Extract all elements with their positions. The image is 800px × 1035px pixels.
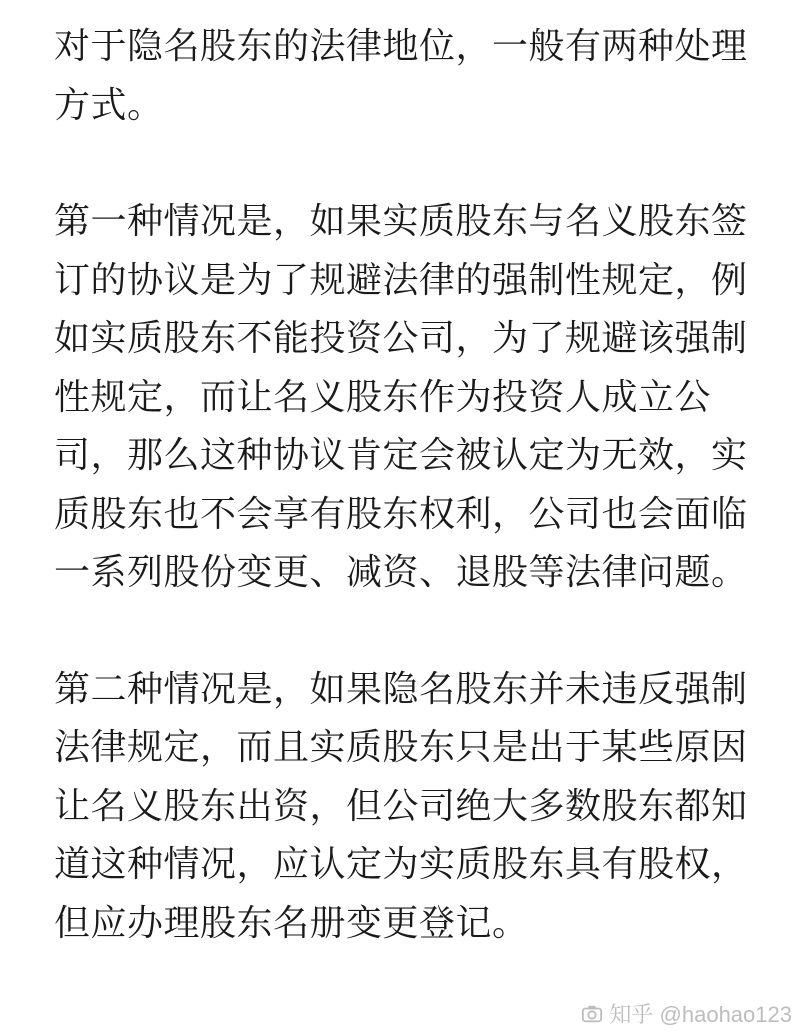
watermark-text: 知乎 @haohao123 xyxy=(609,1002,792,1027)
text-line: 一系列股份变更、减资、退股等法律问题。 xyxy=(54,552,748,593)
text-line: 对于隐名股东的法律地位，一般有两种处理 xyxy=(54,26,748,67)
paragraph-gap xyxy=(54,135,764,193)
text-line: 性规定，而让名义股东作为投资人成立公 xyxy=(54,376,712,418)
text-line: 方式。 xyxy=(54,84,164,126)
watermark xyxy=(581,998,792,1029)
paragraph-intro xyxy=(54,18,764,135)
text-line: 第一种情况是，如果实质股东与名义股东签 xyxy=(54,201,748,242)
text-line: 道这种情况，应认定为实质股东具有股权， xyxy=(54,844,748,885)
text-line: 订的协议是为了规避法律的强制性规定，例 xyxy=(54,259,748,301)
text-line: 司，那么这种协议肯定会被认定为无效，实 xyxy=(54,435,748,476)
text-line: 质股东也不会享有股东权利，公司也会面临 xyxy=(54,493,748,535)
text-line: 第二种情况是，如果隐名股东并未违反强制 xyxy=(54,668,748,710)
article-body xyxy=(54,18,764,953)
paragraph-gap xyxy=(54,603,764,661)
camera-icon xyxy=(581,1003,603,1025)
text-line: 如实质股东不能投资公司，为了规避该强制 xyxy=(54,318,748,359)
text-line: 让名义股东出资，但公司绝大多数股东都知 xyxy=(54,785,748,827)
paragraph-case-two xyxy=(54,661,764,954)
text-line: 法律规定，而且实质股东只是出于某些原因 xyxy=(54,727,748,768)
text-line: 但应办理股东名册变更登记。 xyxy=(54,902,529,944)
paragraph-case-one xyxy=(54,193,764,603)
